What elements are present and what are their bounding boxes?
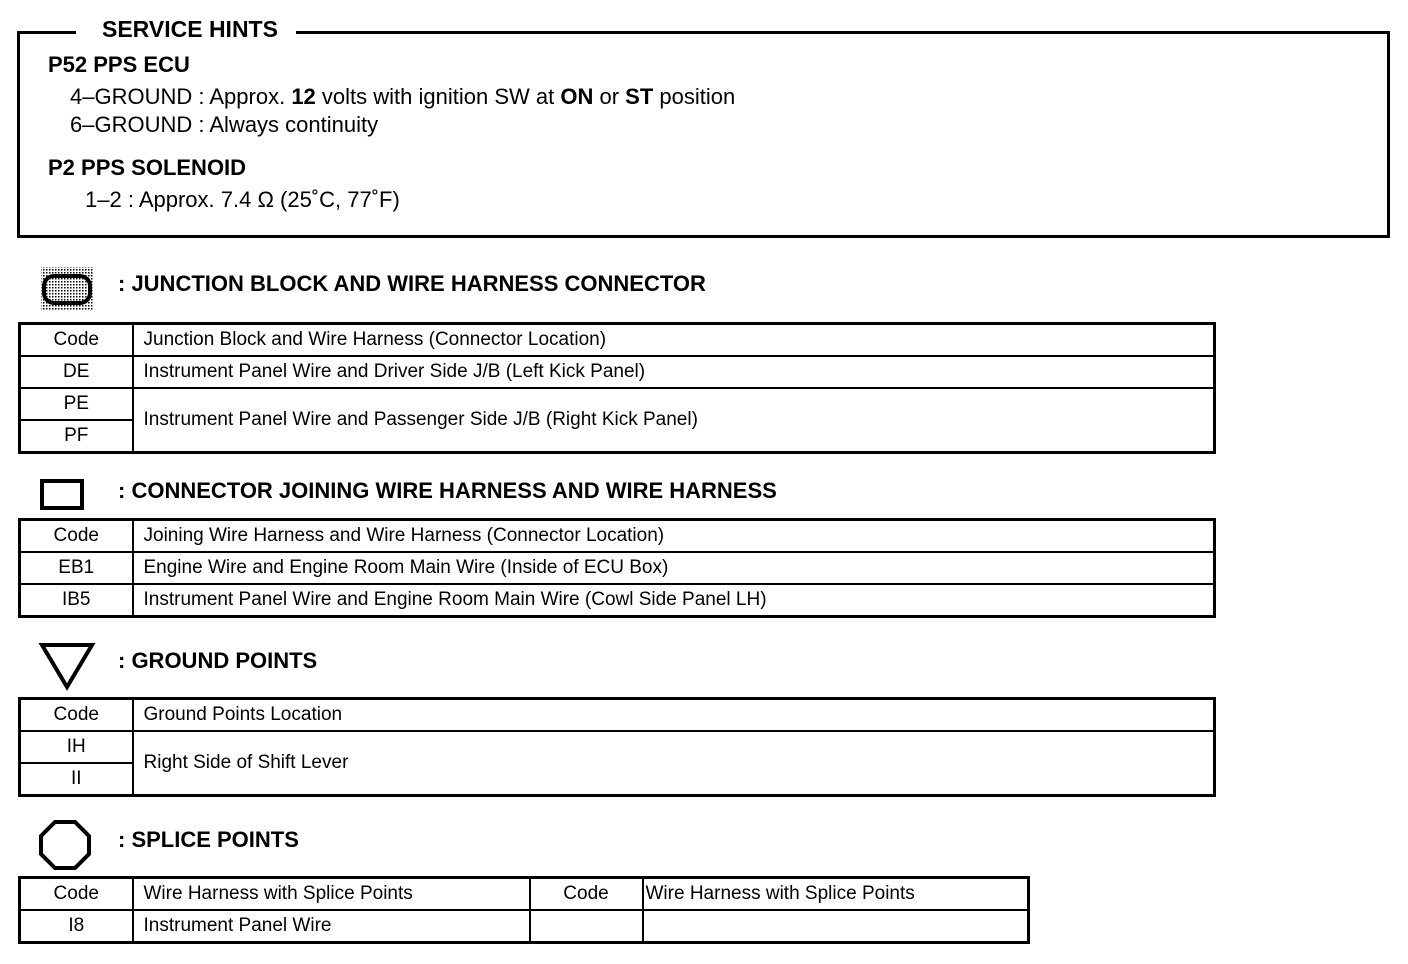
header-desc: Junction Block and Wire Harness (Connector Location) [133,324,1215,357]
splice-octagon-icon [38,819,92,871]
code-cell: IH [20,731,133,763]
connector-heading: : CONNECTOR JOINING WIRE HARNESS AND WIRE HARNESS [118,478,777,503]
desc-cell: Instrument Panel Wire [133,910,530,943]
header-code: Code [20,520,133,553]
code-cell: I8 [20,910,133,943]
desc-cell: Engine Wire and Engine Room Main Wire (Inside of ECU Box) [133,552,1215,584]
code-cell: DE [20,356,133,388]
splice-heading: : SPLICE POINTS [118,827,299,852]
header-code: Code [20,324,133,357]
splice-table [18,876,1030,944]
table-row [20,356,1215,388]
table-row [20,520,1215,553]
desc-cell: Instrument Panel Wire and Driver Side J/B (Left Kick Panel) [133,356,1215,388]
solenoid-heading: P2 PPS SOLENOID [48,155,247,180]
ecu-line-1: 4–GROUND : Approx. 12 volts with ignition SW at ON or ST position [70,84,736,109]
ground-triangle-icon [38,641,96,691]
table-row [20,699,1215,732]
ground-heading: : GROUND POINTS [118,648,318,673]
desc-cell: Right Side of Shift Lever [133,731,1215,796]
service-hints-title: SERVICE HINTS [76,14,296,44]
junction-table [18,322,1216,454]
ecu-heading: P52 PPS ECU [48,52,190,77]
table-row [20,324,1215,357]
ecu-line-2: 6–GROUND : Always continuity [70,112,379,137]
junction-heading: : JUNCTION BLOCK AND WIRE HARNESS CONNECTOR [118,271,706,296]
desc-cell-2 [643,910,1029,943]
header-code-2: Code [530,878,643,911]
desc-cell: Instrument Panel Wire and Engine Room Main Wire (Cowl Side Panel LH) [133,584,1215,617]
table-row [20,878,1029,911]
table-row [20,731,1215,763]
header-desc: Wire Harness with Splice Points [133,878,530,911]
code-cell: PF [20,420,133,453]
header-desc-2: Wire Harness with Splice Points [643,878,1029,911]
connector-icon [40,478,86,512]
code-cell: II [20,763,133,796]
header-code: Code [20,699,133,732]
desc-cell: Instrument Panel Wire and Passenger Side J/B (Right Kick Panel) [133,388,1215,453]
table-row [20,910,1029,943]
code-cell: PE [20,388,133,420]
table-row [20,388,1215,420]
header-desc: Ground Points Location [133,699,1215,732]
code-cell: IB5 [20,584,133,617]
connector-table [18,518,1216,618]
table-row [20,584,1215,617]
junction-block-icon [40,266,94,312]
solenoid-line-1: 1–2 : Approx. 7.4 Ω (25˚C, 77˚F) [85,187,400,212]
code-cell-2 [530,910,643,943]
ground-table [18,697,1216,797]
header-desc: Joining Wire Harness and Wire Harness (Connector Location) [133,520,1215,553]
header-code: Code [20,878,133,911]
code-cell: EB1 [20,552,133,584]
table-row [20,552,1215,584]
